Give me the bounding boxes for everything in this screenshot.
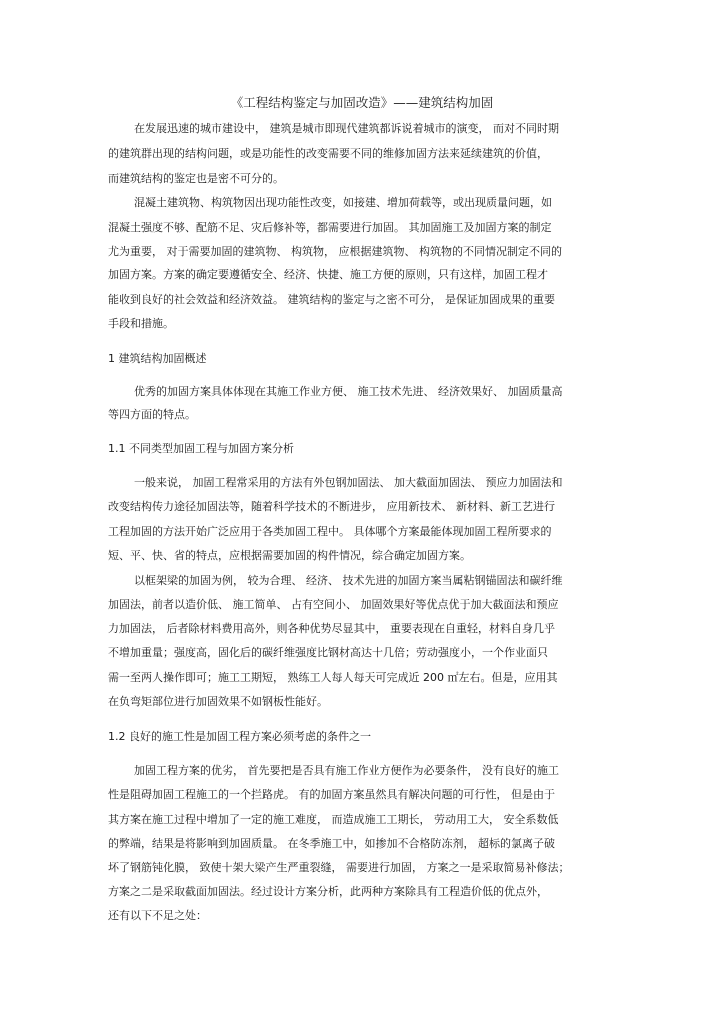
paragraph-line: 不增加重量；强度高，固化后的碳纤维强度比钢材高达十几倍；劳动强度小，一个作业面只 — [108, 646, 548, 659]
paragraph-line: 坏了钢筋钝化膜， 致使十架大梁产生严重裂缝， 需要进行加固， 方案之一是采取简易补修法； — [108, 861, 570, 874]
paragraph-line: 的弊端，结果是将影响到加固质量。 在冬季施工中，如掺加不合格防冻剂， 超标的氯离子破 — [108, 837, 555, 850]
paragraph-line: 以框架梁的加固为例， 较为合理、 经济、 技术先进的加固方案当属粘钢锚固法和碳纤维 — [134, 574, 563, 587]
paragraph-line: 还有以下不足之处： — [108, 909, 207, 922]
document-title: 《工程结构鉴定与加固改造》——建筑结构加固 — [230, 95, 494, 110]
paragraph-line: 的建筑群出现的结构问题，或是功能性的改变需要不同的维修加固方法来延续建筑的价值， — [108, 147, 548, 160]
paragraph-line: 工程加固的方法开始广泛应用于各类加固工程中。 具体哪个方案最能体现加固工程所要求的 — [108, 525, 552, 538]
paragraph-line: 能收到良好的社会效益和经济效益。 建筑结构的鉴定与之密不可分， 是保证加固成果的重要 — [108, 293, 555, 306]
paragraph-line: 优秀的加固方案具体体现在其施工作业方便、 施工技术先进、 经济效果好、 加固质量高 — [134, 385, 563, 398]
paragraph-line: 而建筑结构的鉴定也是密不可分的。 — [108, 172, 284, 185]
paragraph-line: 短、平、快、省的特点，应根据需要加固的构件情况，综合确定加固方案。 — [108, 549, 471, 562]
section-heading: 1 建筑结构加固概述 — [108, 352, 207, 365]
paragraph-line: 需一至两人操作即可；施工工期短， 熟练工人每人每天可完成近 200 ㎡左右。但是，应用其 — [108, 671, 558, 684]
paragraph-line: 其方案在施工过程中增加了一定的施工难度， 而造成施工工期长， 劳动用工大， 安全系数低 — [108, 813, 559, 826]
section-heading: 1.1 不同类型加固工程与加固方案分析 — [108, 442, 294, 455]
paragraph-line: 在发展迅速的城市建设中， 建筑是城市即现代建筑都诉说着城市的演变， 而对不同时期 — [134, 122, 559, 135]
paragraph-line: 手段和措施。 — [108, 317, 174, 330]
paragraph-line: 在负弯矩部位进行加固效果不如钢板性能好。 — [108, 695, 328, 708]
paragraph-line: 一般来说， 加固工程常采用的方法有外包钢加固法、 加大截面加固法、 预应力加固法和 — [134, 476, 563, 489]
paragraph-line: 混凝土强度不够、配筋不足、灾后修补等，都需要进行加固。 其加固施工及加固方案的制定 — [108, 221, 552, 234]
paragraph-line: 加固法，前者以造价低、 施工简单、 占有空间小、 加固效果好等优点优于加大截面法和预应 — [108, 598, 559, 611]
paragraph-line: 加固工程方案的优劣， 首先要把是否具有施工作业方便作为必要条件， 没有良好的施工 — [134, 764, 559, 777]
paragraph-line: 改变结构传力途径加固法等，随着科学技术的不断进步， 应用新技术、 新材料、新工艺进行 — [108, 500, 555, 513]
paragraph-line: 等四方面的特点。 — [108, 408, 196, 421]
paragraph-line: 尤为重要， 对于需要加固的建筑物、 构筑物， 应根据建筑物、 构筑物的不同情况制定不同的 — [108, 245, 562, 258]
section-heading: 1.2 良好的施工性是加固工程方案必须考虑的条件之一 — [108, 730, 371, 743]
paragraph-line: 力加固法， 后者除材料费用高外，则各种优势尽显其中， 重要表现在自重轻，材料自身几乎 — [108, 622, 555, 635]
paragraph-line: 加固方案。方案的确定要遵循安全、经济、快捷、施工方便的原则，只有这样，加固工程才 — [108, 268, 548, 281]
paragraph-line: 方案之二是采取截面加固法。经过设计方案分析，此两种方案除具有工程造价低的优点外， — [108, 885, 548, 898]
paragraph-line: 性是阻碍加固工程施工的一个拦路虎。 有的加固方案虽然具有解决问题的可行性， 但是由于 — [108, 788, 555, 801]
paragraph-line: 混凝土建筑物、构筑物因出现功能性改变，如接建、增加荷载等，或出现质量问题，如 — [134, 196, 552, 209]
